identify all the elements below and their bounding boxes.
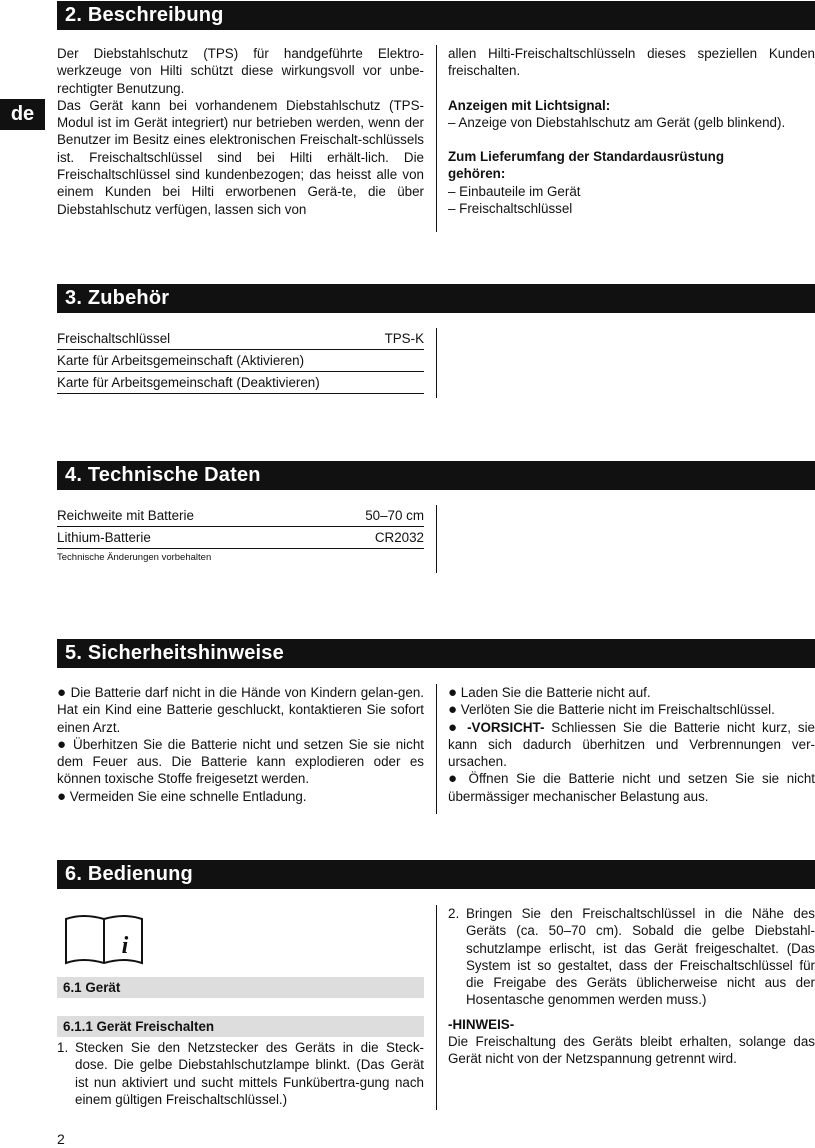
table-row: Karte für Arbeitsgemeinschaft (Deaktivieren) xyxy=(57,372,424,394)
list-item: ● Laden Sie die Batterie nicht auf. xyxy=(448,684,651,701)
section-5-header: 5. Sicherheitshinweise xyxy=(57,639,815,668)
column-divider xyxy=(436,684,437,814)
section-2-left xyxy=(57,45,424,218)
manual-info-icon xyxy=(63,911,145,967)
accessories-table xyxy=(57,328,424,394)
section-2-header: 2. Beschreibung xyxy=(57,1,815,30)
light-signal-heading: Anzeigen mit Lichtsignal: xyxy=(448,97,611,113)
description-para-1: Der Diebstahlschutz (TPS) für handgeführte Elektro-werkzeuge von Hilti schützt diese wirkungsvoll vor unbe-rechtigter Benutzung. xyxy=(57,46,424,96)
safety-right xyxy=(448,684,815,805)
list-item: ● Die Batterie darf nicht in die Hände von Kindern gelan-gen. Hat ein Kind eine Batterie geschluckt, kontaktieren Sie sofort einen Arzt. xyxy=(57,684,424,735)
operation-right xyxy=(448,905,815,1068)
subsection-title: 6.1 Gerät xyxy=(57,977,424,998)
section-2-right xyxy=(448,45,815,217)
scope-heading: Zum Lieferumfang der Standardausrüstung gehören: xyxy=(448,149,725,182)
table-row: Reichweite mit Batterie 50–70 cm xyxy=(57,505,424,527)
description-para-3: allen Hilti-Freischaltschlüsseln dieses speziellen Kunden freischalten. xyxy=(448,46,815,79)
scope-item: – Einbauteile im Gerät xyxy=(448,183,581,199)
bullet-icon: ● xyxy=(57,684,67,701)
list-item: ● Vermeiden Sie eine schnelle Entladung. xyxy=(57,787,307,805)
subsection-title: 6.1.1 Gerät Freischalten xyxy=(57,1016,424,1037)
tech-note: Technische Änderungen vorbehalten xyxy=(57,552,212,563)
table-row: Freischaltschlüssel TPS-K xyxy=(57,328,424,350)
bullet-icon: ● xyxy=(448,701,458,719)
light-signal-item: – Anzeige von Diebstahlschutz am Gerät (gelb blinkend). xyxy=(448,114,786,130)
section-4-header: 4. Technische Daten xyxy=(57,461,815,490)
bullet-icon: ● xyxy=(57,735,68,753)
table-row: Karte für Arbeitsgemeinschaft (Aktivieren) xyxy=(57,350,424,372)
tech-data-table xyxy=(57,505,424,565)
description-para-2: Das Gerät kann bei vorhandenem Diebstahlschutz (TPS-Modul ist im Gerät integriert) nur betrieben werden, wenn der Benutzer im Besitz eines elektronischen Freischalt-schlüssels ist. Freischaltschlüssel sind bei Hilti erhält-lich. Die Freischaltschlüssel sind kundenbezogen; das heisst alle von einem Kunden bei Hilti erworbenen Gerä-te, die über Diebstahlschutz verfügen, lassen sich von xyxy=(57,97,424,217)
page-number: 2 xyxy=(57,1131,65,1147)
safety-left xyxy=(57,684,424,805)
table-row: Lithium-Batterie CR2032 xyxy=(57,527,424,549)
list-item: ● Öffnen Sie die Batterie nicht und setzen Sie sie nicht übermässiger mechanischer Belastung aus. xyxy=(448,770,815,804)
operation-left xyxy=(57,905,424,1108)
list-item: ● -VORSICHT- Schliessen Sie die Batterie nicht kurz, sie kann sich dadurch überhitzen und Verbrennungen ver-ursachen. xyxy=(448,718,815,770)
scope-item: – Freischaltschlüssel xyxy=(448,201,573,217)
note-text: Die Freischaltung des Geräts bleibt erhalten, solange das Gerät nicht von der Netzspannung getrennt wird. xyxy=(448,1034,815,1067)
note-label: -HINWEIS- xyxy=(448,1016,515,1032)
column-divider xyxy=(436,905,437,1110)
bullet-icon: ● xyxy=(57,787,67,805)
column-divider xyxy=(436,328,437,398)
column-divider xyxy=(436,45,437,232)
info-glyph: i xyxy=(121,933,129,959)
list-item: ● Verlöten Sie die Batterie nicht im Freischaltschlüssel. xyxy=(448,701,775,719)
list-item: 1. Stecken Sie den Netzstecker des Geräts in die Steck-dose. Die gelbe Diebstahlschutzlampe blinkt. (Das Gerät ist nun aktiviert und sucht mittels Funkübertra-gung nach einem gültigen Freischaltschlüssel.) xyxy=(57,1040,424,1107)
section-3-header: 3. Zubehör xyxy=(57,284,815,313)
bullet-icon: ● xyxy=(448,770,461,788)
section-6-header: 6. Bedienung xyxy=(57,860,815,889)
list-item: 2. Bringen Sie den Freischaltschlüssel in die Nähe des Geräts (ca. 50–70 cm). Sobald die gelbe Diebstahl-schutzlampe erlischt, ist das Gerät freigeschaltet. (Das System ist so gestaltet, dass der Freischaltschlüssel für die Freigabe des Geräts üblicherweise nicht aus der Hosentasche genommen werden muss.) xyxy=(448,906,815,1008)
bullet-icon: ● xyxy=(448,718,461,736)
bullet-icon: ● xyxy=(448,684,458,701)
caution-label: -VORSICHT- xyxy=(467,719,545,735)
language-tab: de xyxy=(0,99,45,130)
column-divider xyxy=(436,505,437,573)
list-item: ● Überhitzen Sie die Batterie nicht und setzen Sie sie nicht dem Feuer aus. Die Batterie kann explodieren oder es können toxische Stoffe freigesetzt werden. xyxy=(57,735,425,787)
